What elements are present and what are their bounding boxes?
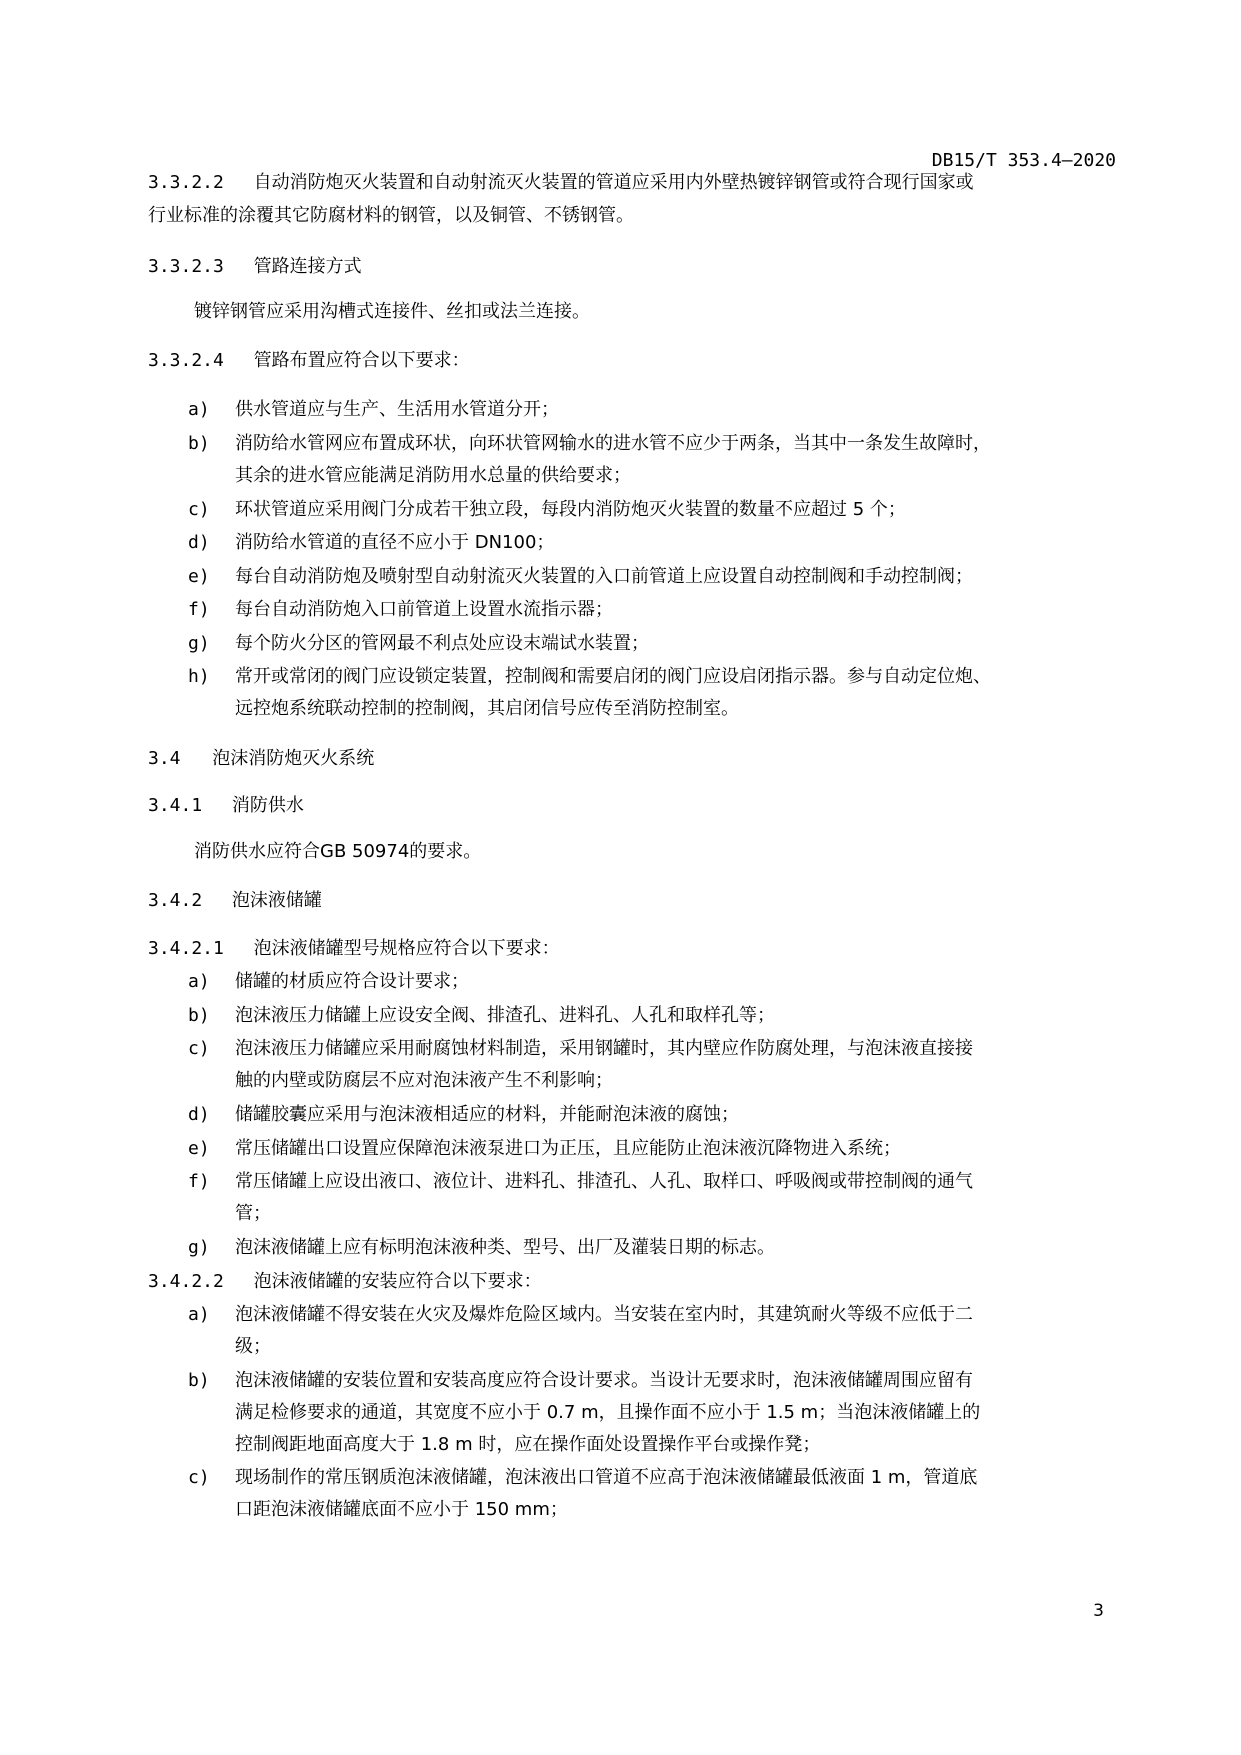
section-number: 3.4.1 bbox=[148, 795, 203, 816]
list-label: d) bbox=[188, 532, 210, 553]
clause-number: 3.4.2.1 bbox=[148, 938, 224, 959]
clause-3-3-2-4 bbox=[148, 346, 470, 376]
list-label: e) bbox=[188, 566, 210, 587]
list-text: 储罐胶囊应采用与泡沫液相适应的材料，并能耐泡沫液的腐蚀； bbox=[235, 1104, 739, 1125]
list-text: 消防给水管道的直径不应小于 DN100； bbox=[235, 532, 555, 553]
list-text: 其余的进水管应能满足消防用水总量的供给要求； bbox=[235, 465, 631, 486]
list-text: 泡沫液储罐不得安装在火灾及爆炸危险区域内。当安装在室内时，其建筑耐火等级不应低于二 bbox=[235, 1304, 973, 1325]
list-label: c) bbox=[188, 1038, 210, 1059]
clause-title: 泡沫液储罐型号规格应符合以下要求： bbox=[253, 938, 560, 959]
list-text: 口距泡沫液储罐底面不应小于 150 mm； bbox=[235, 1499, 568, 1520]
list-text: 供水管道应与生产、生活用水管道分开； bbox=[235, 399, 559, 420]
list-label: g) bbox=[188, 1237, 210, 1258]
list-text: 管； bbox=[235, 1203, 271, 1224]
list-label: d) bbox=[188, 1104, 210, 1125]
clause-body: 消防供水应符合GB 50974的要求。 bbox=[194, 841, 482, 862]
section-title: 消防供水 bbox=[231, 795, 304, 816]
section-3-4-1 bbox=[148, 791, 304, 821]
document-code: DB15/T 353.4—2020 bbox=[931, 150, 1116, 171]
list-text: 消防给水管网应布置成环状，向环状管网输水的进水管不应少于两条，当其中一条发生故障时， bbox=[235, 433, 991, 454]
list-label: f) bbox=[188, 599, 210, 620]
clause-number: 3.4.2.2 bbox=[148, 1271, 224, 1292]
section-3-4 bbox=[148, 744, 374, 774]
clause-3-4-2-1 bbox=[148, 934, 560, 964]
section-number: 3.4 bbox=[148, 748, 181, 769]
section-3-4-2 bbox=[148, 886, 322, 916]
clause-title: 泡沫液储罐的安装应符合以下要求： bbox=[253, 1271, 542, 1292]
list-text: 泡沫液压力储罐应采用耐腐蚀材料制造，采用钢罐时，其内壁应作防腐处理，与泡沫液直接接 bbox=[235, 1038, 973, 1059]
clause-number: 3.3.2.3 bbox=[148, 256, 224, 277]
list-label: c) bbox=[188, 499, 210, 520]
list-text: 常开或常闭的阀门应设锁定装置，控制阀和需要启闭的阀门应设启闭指示器。参与自动定位炮、 bbox=[235, 666, 991, 687]
list-text: 储罐的材质应符合设计要求； bbox=[235, 971, 469, 992]
list-text: 满足检修要求的通道，其宽度不应小于 0.7 m，且操作面不应小于 1.5 m；当泡沫液储罐上的 bbox=[235, 1402, 981, 1423]
clause-title: 管路连接方式 bbox=[253, 256, 362, 277]
list-text: 常压储罐出口设置应保障泡沫液泵进口为正压，且应能防止泡沫液沉降物进入系统； bbox=[235, 1138, 901, 1159]
list-text: 控制阀距地面高度大于 1.8 m 时，应在操作面处设置操作平台或操作凳； bbox=[235, 1434, 821, 1455]
clause-3-4-2-2 bbox=[148, 1267, 542, 1297]
list-text: 泡沫液储罐的安装位置和安装高度应符合设计要求。当设计无要求时，泡沫液储罐周围应留有 bbox=[235, 1370, 973, 1391]
page-number: 3 bbox=[1093, 1601, 1104, 1621]
clause-number: 3.3.2.4 bbox=[148, 350, 224, 371]
list-text: 每台自动消防炮及喷射型自动射流灭火装置的入口前管道上应设置自动控制阀和手动控制阀； bbox=[235, 566, 973, 587]
list-text: 泡沫液储罐上应有标明泡沫液种类、型号、出厂及灌装日期的标志。 bbox=[235, 1237, 775, 1258]
list-label: b) bbox=[188, 1005, 210, 1026]
list-label: c) bbox=[188, 1467, 210, 1488]
list-label: e) bbox=[188, 1138, 210, 1159]
list-label: f) bbox=[188, 1171, 210, 1192]
section-title: 泡沫消防炮灭火系统 bbox=[212, 748, 375, 769]
list-label: a) bbox=[188, 971, 210, 992]
clause-title: 管路布置应符合以下要求： bbox=[253, 350, 470, 371]
list-text: 环状管道应采用阀门分成若干独立段，每段内消防炮灭火装置的数量不应超过 5 个； bbox=[235, 499, 906, 520]
list-label: g) bbox=[188, 633, 210, 654]
list-text: 级； bbox=[235, 1336, 271, 1357]
list-text: 触的内壁或防腐层不应对泡沫液产生不利影响； bbox=[235, 1070, 613, 1091]
list-text: 泡沫液压力储罐上应设安全阀、排渣孔、进料孔、人孔和取样孔等； bbox=[235, 1005, 775, 1026]
section-number: 3.4.2 bbox=[148, 890, 203, 911]
list-label: a) bbox=[188, 1304, 210, 1325]
clause-text: 自动消防炮灭火装置和自动射流灭火装置的管道应采用内外壁热镀锌钢管或符合现行国家或 bbox=[253, 172, 974, 193]
list-label: a) bbox=[188, 399, 210, 420]
list-text: 常压储罐上应设出液口、液位计、进料孔、排渣孔、人孔、取样口、呼吸阀或带控制阀的通气 bbox=[235, 1171, 973, 1192]
list-text: 每台自动消防炮入口前管道上设置水流指示器； bbox=[235, 599, 613, 620]
list-label: b) bbox=[188, 1370, 210, 1391]
clause-3-3-2-2-cont: 行业标准的涂覆其它防腐材料的钢管，以及铜管、不锈钢管。 bbox=[148, 205, 634, 226]
list-text: 每个防火分区的管网最不利点处应设末端试水装置； bbox=[235, 633, 649, 654]
clause-body: 镀锌钢管应采用沟槽式连接件、丝扣或法兰连接。 bbox=[194, 301, 590, 322]
list-label: b) bbox=[188, 433, 210, 454]
clause-3-3-2-2 bbox=[148, 168, 974, 198]
list-text: 远控炮系统联动控制的控制阀，其启闭信号应传至消防控制室。 bbox=[235, 698, 739, 719]
clause-3-3-2-3 bbox=[148, 252, 362, 282]
list-label: h) bbox=[188, 666, 210, 687]
clause-number: 3.3.2.2 bbox=[148, 172, 224, 193]
section-title: 泡沫液储罐 bbox=[231, 890, 322, 911]
list-text: 现场制作的常压钢质泡沫液储罐，泡沫液出口管道不应高于泡沫液储罐最低液面 1 m，管道底 bbox=[235, 1467, 978, 1488]
